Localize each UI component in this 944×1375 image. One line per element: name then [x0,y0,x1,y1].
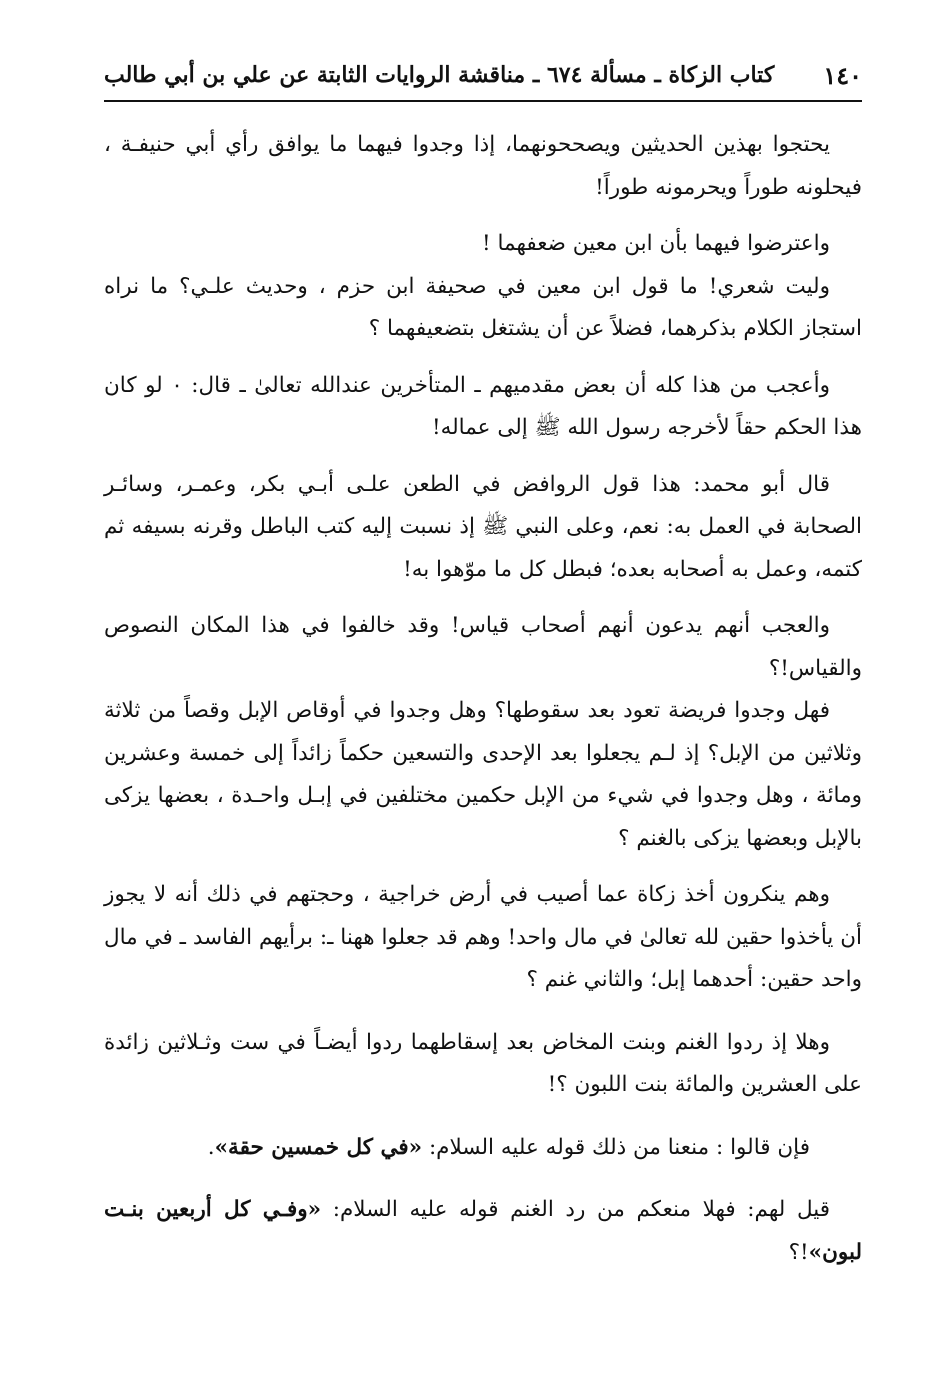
hadith-quote: «وفـي كل أربعين بنـت لبون» [104,1197,862,1265]
paragraph: قال أبو محمد: هذا قول الروافض في الطعن علـى أبـي بكر، وعمـر، وسائـر الصحابة في العمل به: نعم، وعلى النبي ﷺ إذ نسبت إليه كتب الباطل وقرنه بسيفه ثم كتمه، وعمل به أصحابه بعده؛ فبطل كل ما موّهوا به! [104,471,862,582]
hadith-quote: «في كل خمسين حقة» [214,1134,423,1160]
quote-prefix: قيل لهم: فهلا منعكم من رد الغنم قوله عليه السلام: [321,1197,830,1222]
running-header [104,50,862,102]
paragraph: واعترضوا فيهما بأن ابن معين ضعفهما ! [482,231,830,256]
body-text [104,124,862,1288]
paragraph: وأعجب من هذا كله أن بعض مقدميهم ـ المتأخرين عندالله تعالىٰ ـ قال: ٠ لو كان هذا الحكم حقاً لأخرجه رسول الله ﷺ إلى عماله! [104,372,862,440]
quote-suffix: !؟ [788,1239,809,1265]
page-number: ١٤٠ [823,60,862,90]
quote-suffix: . [207,1134,215,1160]
paragraph: يحتجوا بهذين الحديثين ويصححونهما، إذا وجدوا فيهما ما يوافق رأي أبي حنيفـة ، فيحلونه طوراً ويحرمونه طوراً! [104,132,862,200]
paragraph: وهم ينكرون أخذ زكاة عما أصيب في أرض خراجية ، وحجتهم في ذلك أنه لا يجوز أن يأخذوا حقين لله تعالىٰ في مال واحد! وهم قد جعلوا ههنا ـ: برأيهم الفاسد ـ في مال واحد حقين: أحدهما إبل؛ والثاني غنم ؟ [104,882,862,992]
chapter-title: كتاب الزكاة ـ مسألة ٦٧٤ ـ مناقشة الروايات الثابتة عن علي بن أبي طالب [104,62,775,88]
quote-paragraph [104,1127,862,1170]
paragraph: والعجب أنهم يدعون أنهم أصحاب قياس! وقد خالفوا في هذا المكان النصوص والقياس!؟ [104,613,862,681]
paragraph: وهلا إذ ردوا الغنم وبنت المخاض بعد إسقاطهما ردوا أيضـاً في ست وثـلاثين زائدة على العشرين والمائة بنت اللبون ؟! [104,1029,862,1097]
quote-paragraph [104,1189,862,1274]
quote-prefix: فإن قالوا : منعنا من ذلك قوله عليه السلام: [422,1134,810,1160]
paragraph: فهل وجدوا فريضة تعود بعد سقوطها؟ وهل وجدوا في أوقاص الإبل وقصاً من ثلاثة وثلاثين من الإبل؟ إذ لـم يجعلوا بعد الإحدى والتسعين حكماً زائداً إلى خمسة وعشرين ومائة ، وهل وجدوا في شيء من الإبل حكمين مختلفين في إبـل واحـدة ، بعضها يزكى بالإبل وبعضها يزكى بالغنم ؟ [104,698,862,851]
paragraph: وليت شعري! ما قول ابن معين في صحيفة ابن حزم ، وحديث علـي؟ ما نراه استجاز الكلام بذكرهما، فضلاً عن أن يشتغل بتضعيفهما ؟ [104,273,862,341]
